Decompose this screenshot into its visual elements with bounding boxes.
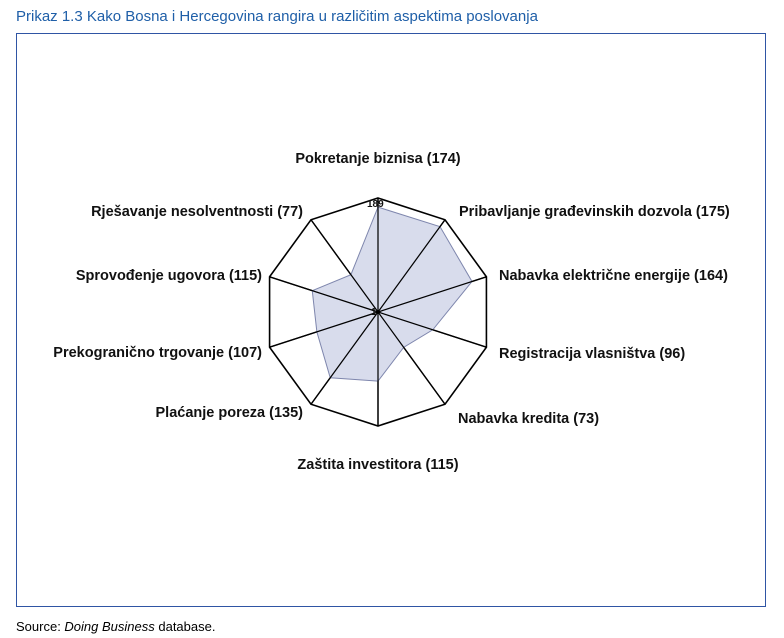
category-label-6: Plaćanje poreza (135) <box>155 405 303 421</box>
source-prefix: Source: <box>16 619 65 634</box>
category-label-1: Pribavljanje građevinskih dozvola (175) <box>459 204 730 220</box>
category-label-7: Prekogranično trgovanje (107) <box>53 345 262 361</box>
source-italic: Doing Business <box>64 619 155 634</box>
radar-series-area <box>312 207 472 381</box>
figure-title: Prikaz 1.3 Kako Bosna i Hercegovina rangira u različitim aspektima poslovanja <box>16 8 538 25</box>
source-note <box>16 619 215 634</box>
category-label-0: Pokretanje biznisa (174) <box>295 151 461 167</box>
tick-label-max: 189 <box>367 199 384 210</box>
source-suffix: database. <box>154 619 216 634</box>
tick-label-min: 1 <box>371 307 377 318</box>
category-label-2: Nabavka električne energije (164) <box>499 268 728 284</box>
category-label-4: Nabavka kredita (73) <box>458 411 600 427</box>
category-label-5: Zaštita investitora (115) <box>297 457 459 473</box>
category-label-9: Rješavanje nesolventnosti (77) <box>91 204 303 220</box>
category-label-8: Sprovođenje ugovora (115) <box>75 268 262 284</box>
category-label-3: Registracija vlasništva (96) <box>499 346 686 362</box>
